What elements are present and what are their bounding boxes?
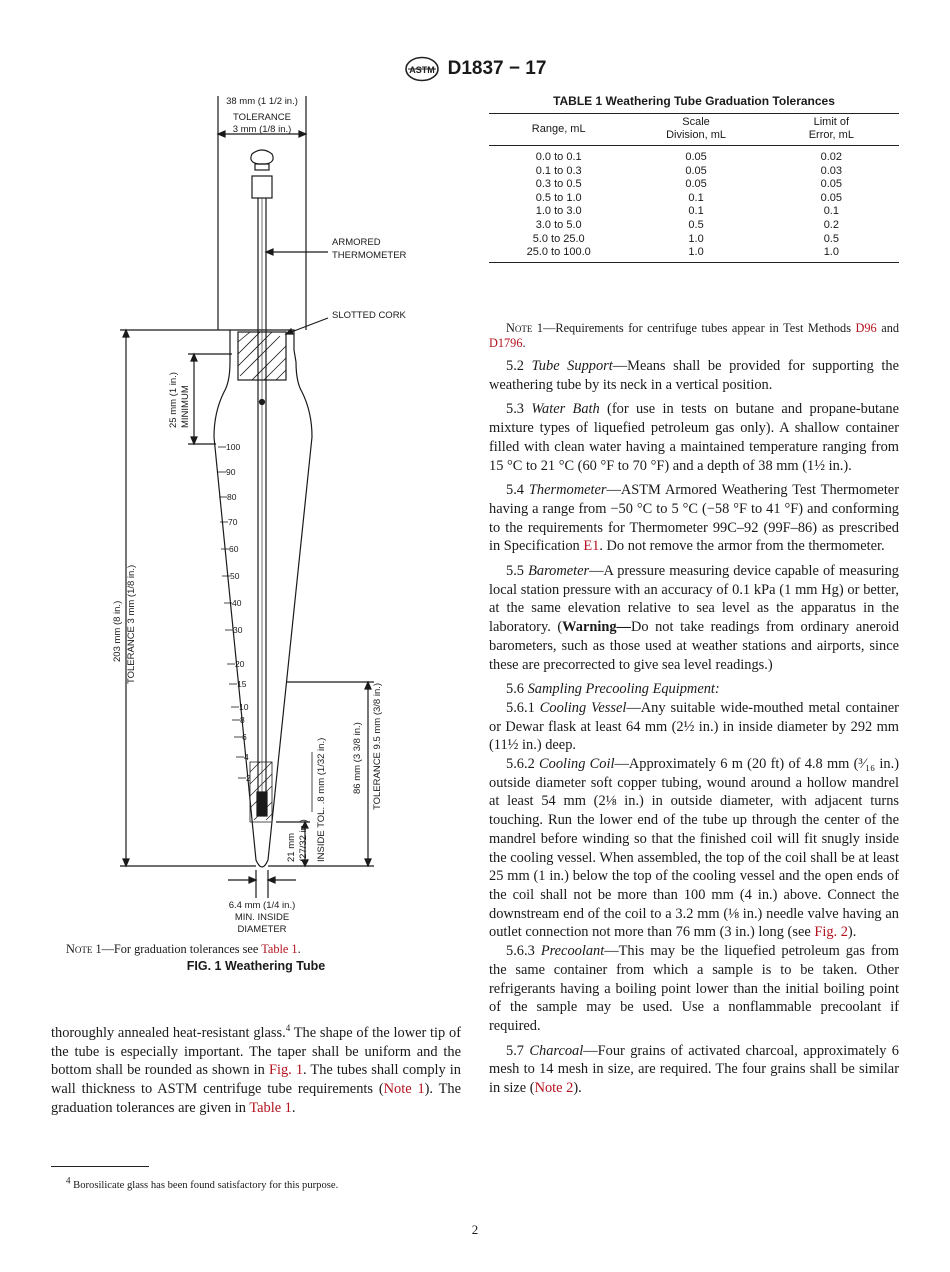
section-5-2: 5.2 Tube Support—Means shall be provided for supporting the weathering tube by its neck in a vertical position.	[489, 358, 899, 393]
weathering-tube-figure	[100, 92, 460, 952]
table-title: TABLE 1 Weathering Tube Graduation Tolerances	[553, 94, 835, 108]
table-row: 0.1 to 0.3 0.05 0.03	[535, 164, 843, 177]
col-range: Range, mL	[489, 114, 628, 146]
table-row: 0.5 to 1.0 0.1 0.05	[535, 191, 843, 204]
scale-label: 10	[239, 702, 249, 712]
left-paragraph: thoroughly annealed heat-resistant glass.$^4$ The shape of the lower tip of the tube is especially important. The taper shall be uniform and the bottom shall be rounded as shown in Fig. 1. The tubes shall comply in wall thickness to ASTM centrifuge tube requirements (Note 1). The graduation tolerances are given in Table 1.	[51, 1023, 461, 1116]
link-table1[interactable]: Table 1	[261, 942, 298, 956]
table-row: 3.0 to 5.0 0.5 0.2	[535, 218, 839, 231]
section-5-6: 5.6 Sampling Precooling Equipment:	[506, 681, 720, 698]
scale-label: 70	[228, 517, 238, 527]
scale-label: 20	[235, 659, 245, 669]
label-tip-len2: (27/32 in.)	[298, 819, 309, 862]
scale-label: 2	[246, 773, 251, 783]
col-limit: Limit of Error, mL	[764, 114, 899, 146]
link-note2[interactable]: Note 2	[534, 1080, 574, 1097]
note-1: Note 1—Requirements for centrifuge tubes appear in Test Methods D96 and D1796.	[489, 321, 899, 350]
scale-label: 40	[232, 598, 242, 608]
scale-label: 60	[229, 544, 239, 554]
scale-label: 90	[226, 467, 236, 477]
table-row: 5.0 to 25.0 1.0 0.5	[532, 232, 839, 245]
scale-label: 100	[226, 442, 241, 452]
link-e1[interactable]: E1	[583, 538, 600, 555]
label-total-len: 203 mm (8 in.)	[112, 600, 123, 662]
section-5-7: 5.7 Charcoal—Four grains of activated charcoal, approximately 6 mesh to 14 mesh in size, are required. The four grains shall be similar in size (Note 2).	[489, 1042, 899, 1097]
scale-label: 6	[242, 732, 247, 742]
tolerance-table	[489, 113, 899, 263]
scale-label: 30	[233, 625, 243, 635]
label-top-tol: TOLERANCE	[233, 112, 291, 123]
label-top-tol2: 3 mm (1/8 in.)	[232, 124, 292, 135]
table-row: 25.0 to 100.0 1.0 1.0	[489, 246, 899, 262]
label-tip-len: 21 mm	[286, 832, 297, 862]
label-thermometer2: THERMOMETER	[332, 250, 407, 261]
page-number: 2	[471, 1222, 479, 1237]
section-5-6-1: 5.6.1 Cooling Vessel—Any suitable wide-mouthed metal container or Dewar flask at least 64 mm (2½ in.) in inside diameter by 292 mm (11½ in.) deep.	[489, 699, 899, 754]
scale-label: 50	[230, 571, 240, 581]
section-5-6-3: 5.6.3 Precoolant—This may be the liquefied petroleum gas from the same container from which a sample is to be taken. Other refrigerants having a boiling point lower than the initial boiling point of the sample may be used. Use a nonflammable precoolant if required.	[489, 943, 899, 1034]
link-d96[interactable]: D96	[855, 321, 877, 335]
label-total-tol: TOLERANCE 3 mm (1/8 in.)	[126, 564, 137, 684]
footnote-rule	[51, 1166, 149, 1167]
table-row: 0.0 to 0.1 0.05 0.02	[535, 151, 843, 163]
graduation-scale	[226, 442, 251, 783]
label-inside-tol: INSIDE TOL. .8 mm (1/32 in.)	[316, 737, 327, 862]
scale-label: 80	[227, 492, 237, 502]
link-d1796[interactable]: D1796	[489, 336, 523, 350]
section-5-6-2: 5.6.2 Cooling Coil—Approximately 6 m (20 ft) of 4.8 mm (³⁄₁₆ in.) outside diameter soft copper tubing, wound around a hollow mandrel at least 54 mm (2⅛ in.) in outside diameter, with adjacent turns touching. Run the lower end of the tube up through the center of the mandrel before winding so that the finished coil will fit snugly inside the cooling vessel. When assembled, the top of the coil shall be at least 25 mm (1 in.) below the top of the cooling vessel and the open ends of the coil shall not be more than 100 mm (4 in.) above. Connect the downstream end of the coil to a 3.2 mm (⅛ in.) needle valve having an outlet connection not more than 76 mm (3 in.) long (see Fig. 2).	[489, 756, 899, 941]
label-minimum: MINIMUM	[180, 385, 191, 428]
section-5-3: 5.3 Water Bath (for use in tests on butane and propane-butane mixture types of liquefied petroleum gas only). A shallow container filled with clean water having a maintained temperature ranging from 15 °C to 21 °C (60 °F to 70 °F) and a depth of 38 mm (1½ in.).	[489, 401, 900, 474]
figure-caption: FIG. 1 Weathering Tube	[186, 959, 326, 973]
col-scale: Scale Division, mL	[628, 114, 763, 146]
label-dia2: MIN. INSIDE	[234, 912, 290, 923]
table-row: 1.0 to 3.0 0.1 0.1	[535, 205, 839, 218]
link-fig2[interactable]: Fig. 2	[814, 924, 848, 941]
label-top-width: 38 mm (1 1/2 in.)	[226, 96, 298, 107]
table-row: 0.3 to 0.5 0.05 0.05	[535, 178, 843, 191]
section-5-4: 5.4 Thermometer—ASTM Armored Weathering Test Thermometer having a range from −50 °C to 5 °C (−58 °F to 41 °F) and conforming to the requirements for Thermometer 99C–92 (99F–86) as prescribed in Specification E1. Do not remove the armor from the thermometer.	[489, 482, 899, 555]
label-min-len: 25 mm (1 in.)	[168, 372, 179, 428]
label-lower-tol: TOLERANCE 9.5 mm (3/8 in.)	[372, 682, 383, 810]
svg-text:ASTM: ASTM	[408, 65, 435, 75]
astm-logo-icon	[404, 56, 440, 82]
designation: D1837 − 17	[447, 58, 547, 79]
label-thermometer: ARMORED	[332, 237, 381, 248]
link-note1[interactable]: Note 1	[383, 1081, 425, 1098]
label-dia: 6.4 mm (1/4 in.)	[228, 900, 296, 911]
page-header	[0, 56, 950, 82]
link-fig1[interactable]: Fig. 1	[268, 1062, 304, 1079]
scale-label: 15	[237, 679, 247, 689]
label-dia3: DIAMETER	[237, 924, 287, 935]
footnote: $^4$ Borosilicate glass has been found satisfactory for this purpose.	[66, 1175, 339, 1191]
section-5-5: 5.5 Barometer—A pressure measuring device capable of measuring local station pressure with an accuracy of 0.1 kPa (1 mm Hg) or better, at the same elevation relative to sea level as the apparatus in the laboratory. (Warning—Do not take readings from ordinary aneroid barometers, such as those used at weather stations and airports, since these are precorrected to give sea level readings.)	[489, 563, 899, 673]
figure-note: Note 1—For graduation tolerances see Table 1.	[66, 942, 301, 956]
label-cork: SLOTTED CORK	[332, 310, 406, 321]
scale-label: 4	[244, 752, 249, 762]
link-table1-text[interactable]: Table 1	[249, 1099, 292, 1116]
scale-label: 8	[240, 715, 245, 725]
right-column	[489, 321, 899, 1098]
label-lower-len: 86 mm (3 3/8 in.)	[352, 722, 363, 794]
